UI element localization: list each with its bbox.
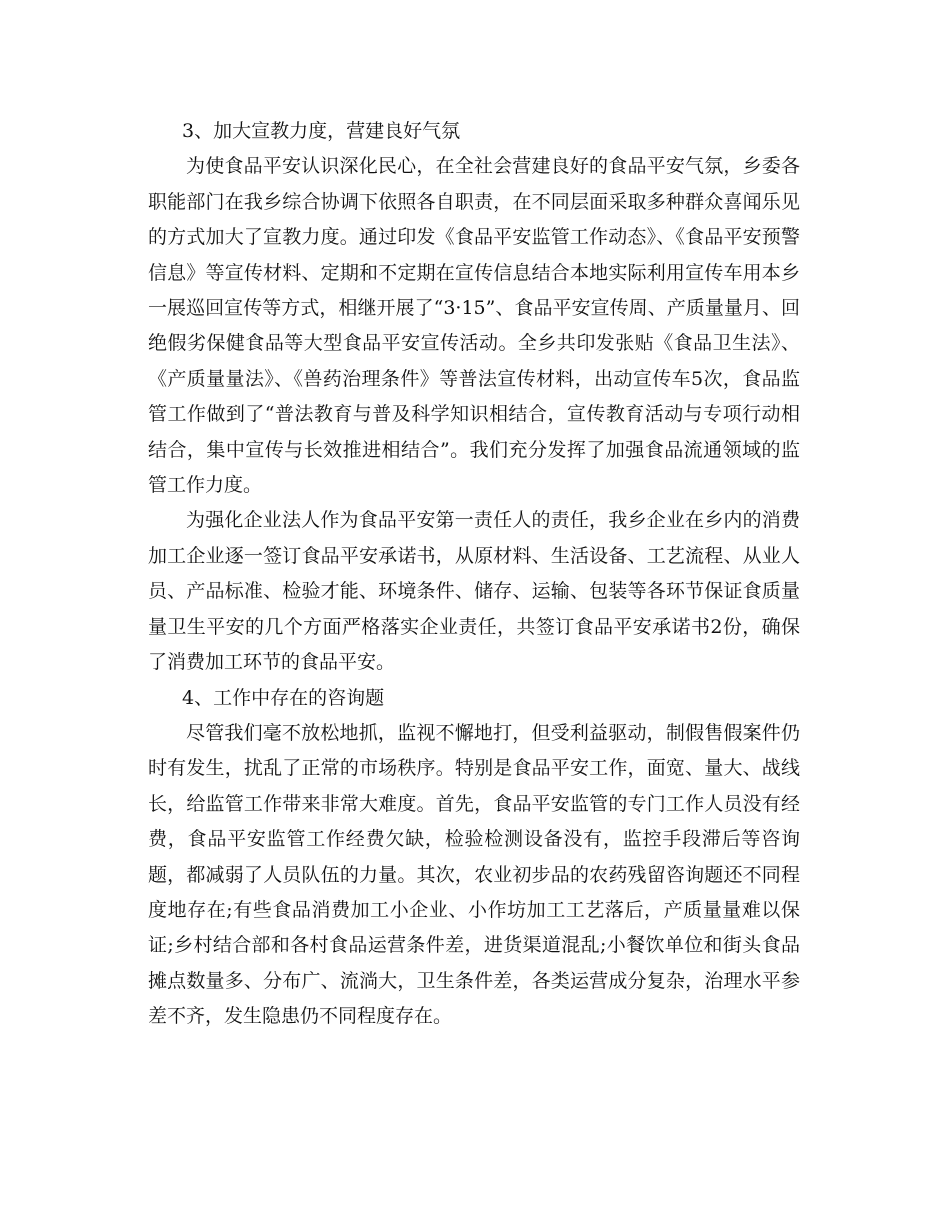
body-paragraph: 为使食品平安认识深化民心，在全社会营建良好的食品平安气氛，乡委各职能部门在我乡综合协调下依照各自职责，在不同层面采取多种群众喜闻乐见的方式加大了宣教力度。通过印发《食品平安监管工作动态》、《食品平安预警信息》等宣传材料、定期和不定期在宣传信息结合本地实际利用宣传车用本乡一展巡回宣传等方式，相继开展了“3·15”、食品平安宣传周、产质量量月、回绝假劣保健食品等大型食品平安宣传活动。全乡共印发张贴《食品卫生法》、《产质量量法》、《兽药治理条件》等普法宣传材料，出动宣传车5次，食品监管工作做到了“普法教育与普及科学知识相结合，宣传教育活动与专项行动相结合，集中宣传与长效推进相结合”。我们充分发挥了加强食品流通领域的监管工作力度。 <box>148 155 800 497</box>
section-heading: 4、工作中存在的咨询题 <box>182 686 385 709</box>
section-heading: 3、加大宣教力度，营建良好气氛 <box>182 120 461 142</box>
body-paragraph: 尽管我们毫不放松地抓，监视不懈地打，但受利益驱动，制假售假案件仍时有发生，扰乱了正常的市场秩序。特别是食品平安工作，面宽、量大、战线长，给监管工作带来非常大难度。首先，食品平安监管的专门工作人员没有经费，食品平安监管工作经费欠缺，检验检测设备没有，监控手段滞后等咨询题，都减弱了人员队伍的力量。其次，农业初步品的农药残留咨询题还不同程度地存在;有些食品消费加工小企业、小作坊加工工艺落后，产质量量难以保证;乡村结合部和各村食品运营条件差，进货渠道混乱;小餐饮单位和街头食品摊点数量多、分布广、流淌大，卫生条件差，各类运营成分复杂，治理水平参差不齐，发生隐患仍不同程度存在。 <box>148 721 800 1028</box>
document-body <box>148 114 800 1035</box>
body-paragraph: 为强化企业法人作为食品平安第一责任人的责任，我乡企业在乡内的消费加工企业逐一签订食品平安承诺书，从原材料、生活设备、工艺流程、从业人员、产品标准、检验才能、环境条件、储存、运输、包装等各环节保证食质量量卫生平安的几个方面严格落实企业责任，共签订食品平安承诺书2份，确保了消费加工环节的食品平安。 <box>148 509 800 674</box>
